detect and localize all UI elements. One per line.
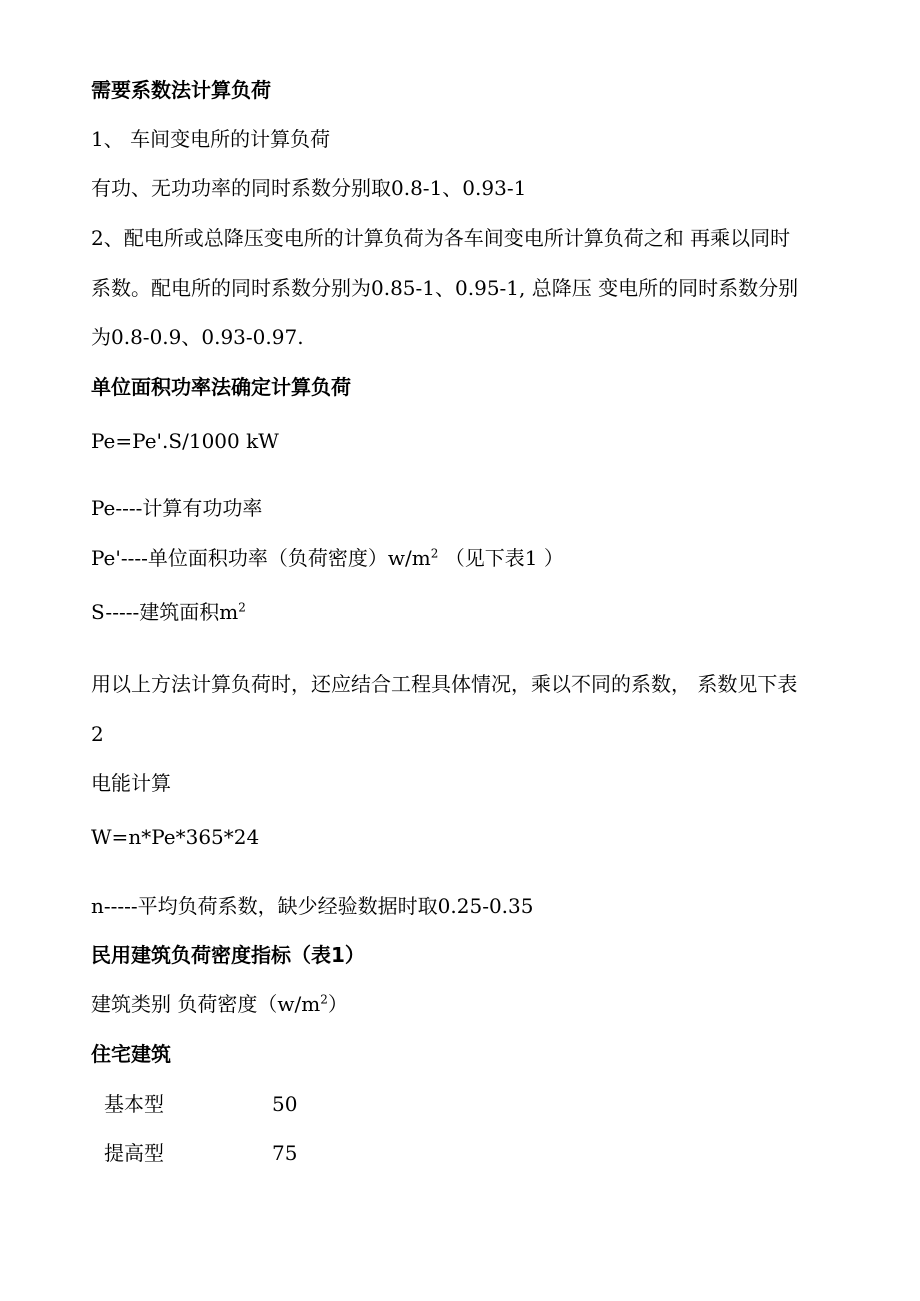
definition-s: S-----建筑面积$m^2$ bbox=[91, 600, 246, 624]
heading-demand-coefficient: 需要系数法计算负荷 bbox=[91, 78, 271, 102]
paragraph-distribution-line-2: 系数。配电所的同时系数分别为0.85-1、0.95-1, 总降压 变电所的同时系数分别 bbox=[91, 276, 799, 300]
row-value: 50 bbox=[272, 1092, 298, 1116]
row-label: 基本型 bbox=[104, 1092, 164, 1116]
paragraph-coefficient-note-line-1: 用以上方法计算负荷时，还应结合工程具体情况，乘以不同的系数， 系数见下表 bbox=[91, 672, 798, 696]
paragraph-distribution-line-1: 2、配电所或总降压变电所的计算负荷为各车间变电所计算负荷之和 再乘以同时 bbox=[91, 226, 791, 250]
table-header: 建筑类别 负荷密度$(w/m^2)$ bbox=[91, 992, 348, 1016]
heading-unit-area-method: 单位面积功率法确定计算负荷 bbox=[91, 375, 351, 399]
table-row bbox=[104, 1139, 298, 1167]
row-value: 75 bbox=[272, 1141, 298, 1165]
row-label: 提高型 bbox=[104, 1141, 164, 1165]
paragraph-coefficient-note-line-2: 2 bbox=[91, 722, 104, 746]
heading-energy-calculation: 电能计算 bbox=[91, 771, 171, 795]
table-row bbox=[104, 1090, 298, 1118]
section-residential: 住宅建筑 bbox=[91, 1042, 171, 1066]
paragraph-distribution-line-3: 为0.8-0.9、0.93-0.97. bbox=[91, 325, 304, 349]
paragraph-workshop-substation: 1、 车间变电所的计算负荷 bbox=[91, 127, 331, 151]
definition-pe-prime: Pe'----单位面积功率（负荷密度）$w/m^2$ （见下表1 ） bbox=[91, 546, 564, 570]
formula-w: W=n*Pe*365*24 bbox=[91, 825, 260, 849]
paragraph-simultaneity-coefficients: 有功、无功功率的同时系数分别取0.8-1、0.93-1 bbox=[91, 176, 527, 200]
definition-pe: Pe----计算有功功率 bbox=[91, 496, 263, 520]
heading-table-1: 民用建筑负荷密度指标（表1） bbox=[91, 943, 365, 967]
formula-pe: Pe=Pe'.S/1000 kW bbox=[91, 429, 279, 453]
definition-n: n-----平均负荷系数，缺少经验数据时取0.25-0.35 bbox=[91, 894, 534, 918]
